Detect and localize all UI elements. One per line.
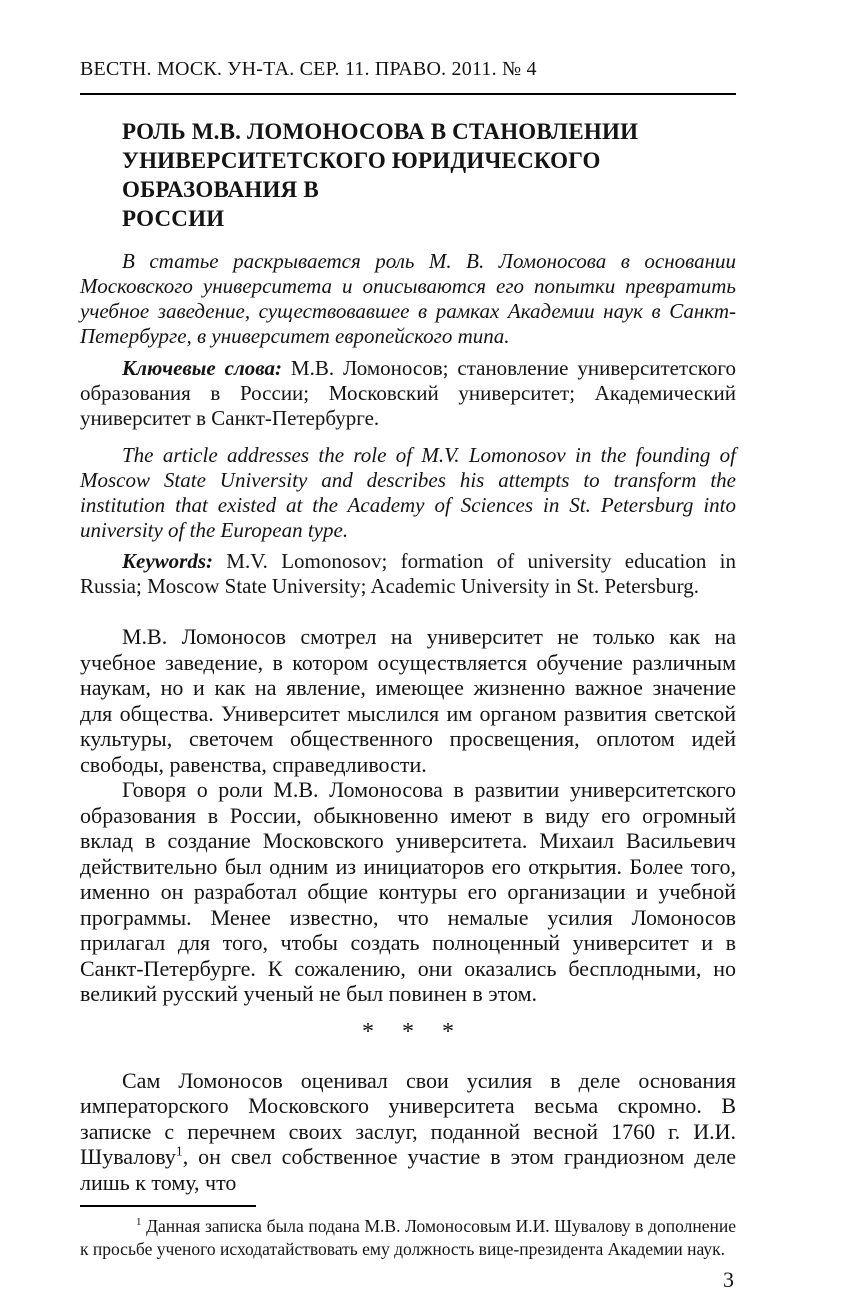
footnote: [80, 1215, 736, 1261]
journal-running-head: ВЕСТН. МОСК. УН-ТА. СЕР. 11. ПРАВО. 2011. № 4: [80, 58, 537, 80]
keywords-russian: [80, 356, 736, 431]
keywords-english: [80, 549, 736, 599]
footnote-text: Данная записка была подана М.В. Ломоносовым И.И. Шувалову в дополнение к просьбе ученого исходатайствовать ему должность вице-президента Академии наук.: [80, 1216, 737, 1259]
article-title-line: РОЛЬ М.В. ЛОМОНОСОВА В СТАНОВЛЕНИИ: [122, 119, 639, 144]
document-page: [80, 0, 736, 1293]
keywords-russian-text: М.В. Ломоносов; становление университетского образования в России; Московский университет; Академический университет в Санкт-Петербурге.: [80, 356, 736, 430]
page-number: 3: [723, 1267, 734, 1292]
keywords-english-label: Keywords:: [122, 549, 213, 573]
article-title: [122, 117, 736, 233]
body-paragraph-3: [80, 1068, 736, 1196]
body-paragraph-3-text-continued: , он свел собственное участие в этом грандиозном деле лишь к тому, что: [80, 1144, 736, 1195]
header-rule: [80, 93, 736, 95]
abstract-russian: В статье раскрывается роль М. В. Ломоносова в основании Московского университета и описываются его попытки превратить учебное заведение, существовавшее в рамках Академии наук в Санкт-Петербурге, в университет европейского типа.: [80, 249, 736, 348]
keywords-english-text: M.V. Lomonosov; formation of university education in Russia; Moscow State University; Academic University in St. Petersburg.: [80, 549, 737, 598]
article-title-line: УНИВЕРСИТЕТСКОГО ЮРИДИЧЕСКОГО ОБРАЗОВАНИЯ В: [122, 148, 601, 202]
footnote-rule: [80, 1205, 256, 1207]
body-paragraph-2: Говоря о роли М.В. Ломоносова в развитии университетского образования в России, обыкновенно имеют в виду его огромный вклад в создание Московского университета. Михаил Васильевич действительно был одним из инициаторов его открытия. Более того, именно он разработал общие контуры его организации и учебной программы. Менее известно, что немалые усилия Ломоносов прилагал для того, чтобы создать полноценный университет и в Санкт-Петербурге. К сожалению, они оказались бесплодными, но великий русский ученый не был повинен в этом.: [80, 777, 736, 1006]
footnote-reference: 1: [175, 1143, 183, 1159]
article-title-line: РОССИИ: [122, 206, 225, 231]
body-paragraph-1: М.В. Ломоносов смотрел на университет не только как на учебное заведение, в котором осуществляется обучение различным наукам, но и как на явление, имеющее жизненно важное значение для общества. Университет мыслился им органом развития светской культуры, светочем общественного просвещения, оплотом идей свободы, равенства, справедливости.: [80, 624, 736, 777]
body-paragraph-3-text: Сам Ломоносов оценивал свои усилия в деле основания императорского Московского университета весьма скромно. В записке с перечнем своих заслуг, поданной весной 1760 г. И.И. Шувалову: [80, 1067, 736, 1169]
keywords-russian-label: Ключевые слова:: [122, 356, 282, 380]
section-separator: * * *: [362, 1018, 454, 1045]
footnote-marker: 1: [136, 1216, 142, 1229]
abstract-english: The article addresses the role of M.V. Lomonosov in the founding of Moscow State University and describes his attempts to transform the institution that existed at the Academy of Sciences in St. Petersburg into university of the European type.: [80, 443, 736, 542]
